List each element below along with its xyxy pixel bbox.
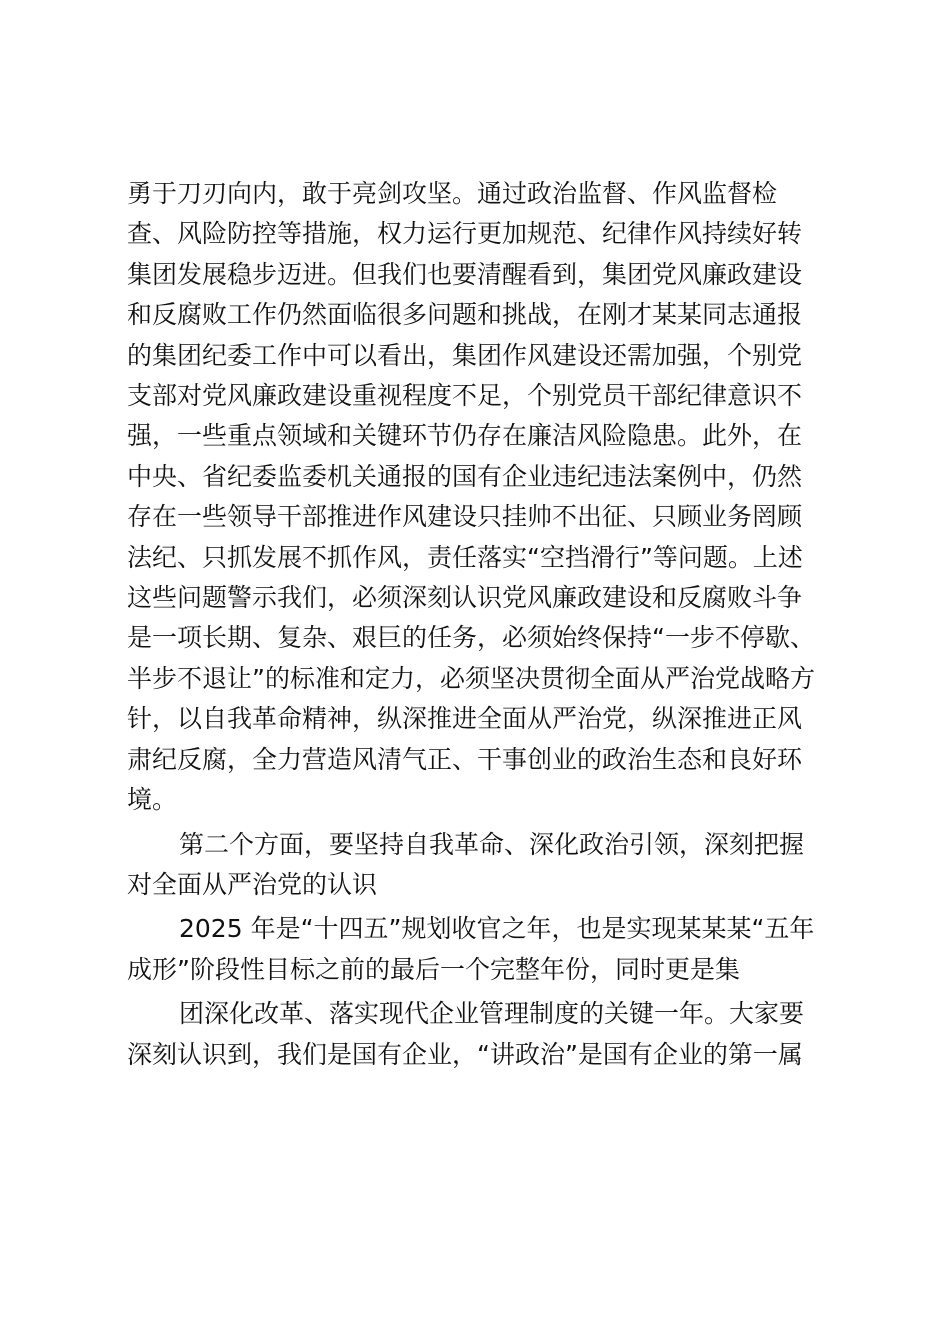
text-line: 强，一些重点领域和关键环节仍存在廉洁风险隐患。此外，在 [127,421,803,451]
document-body [127,174,837,1075]
text-line: 的集团纪委工作中可以看出，集团作风建设还需加强，个别党 [127,340,803,370]
text-line: 和反腐败工作仍然面临很多问题和挑战，在刚才某某同志通报 [127,300,803,330]
text-line: 存在一些领导干部推进作风建设只挂帅不出征、只顾业务罔顾 [127,502,803,532]
text-line: 成形”阶段性目标之前的最后一个完整年份，同时更是集 [127,954,740,984]
text-line: 中央、省纪委监委机关通报的国有企业违纪违法案例中，仍然 [127,461,803,491]
text-line: 这些问题警示我们，必须深刻认识党风廉政建设和反腐败斗争 [127,583,803,613]
text-line: 半步不退让”的标准和定力，必须坚决贯彻全面从严治党战略方 [127,663,815,693]
text-line: 查、风险防控等措施，权力运行更加规范、纪律作风持续好转 [127,219,803,249]
text-line: 针，以自我革命精神，纵深推进全面从严治党，纵深推进正风 [127,704,803,734]
text-line: 深刻认识到，我们是国有企业，“讲政治”是国有企业的第一属 [127,1039,803,1069]
text-line: 肃纪反腐，全力营造风清气正、干事创业的政治生态和良好环 [127,744,803,774]
text-line: 集团发展稳步迈进。但我们也要清醒看到，集团党风廉政建设 [127,259,803,289]
text-line: 境。 [127,785,178,815]
text-line: 是一项长期、复杂、艰巨的任务，必须始终保持“一步不停歇、 [127,623,815,653]
text-line: 勇于刀刃向内，敢于亮剑攻坚。通过政治监督、作风监督检 [127,179,778,208]
text-line: 团深化改革、落实现代企业管理制度的关键一年。大家要 [179,999,805,1029]
section-heading-line: 对全面从严治党的认识 [127,869,378,899]
text-line: 2025 年是“十四五”规划收官之年，也是实现某某某“五年 [179,914,815,944]
text-line: 支部对党风廉政建设重视程度不足，个别党员干部纪律意识不 [127,381,803,411]
text-line: 法纪、只抓发展不抓作风，责任落实“空挡滑行”等问题。上述 [127,542,803,572]
section-heading-line: 第二个方面，要坚持自我革命、深化政治引领，深刻把握 [179,829,805,859]
